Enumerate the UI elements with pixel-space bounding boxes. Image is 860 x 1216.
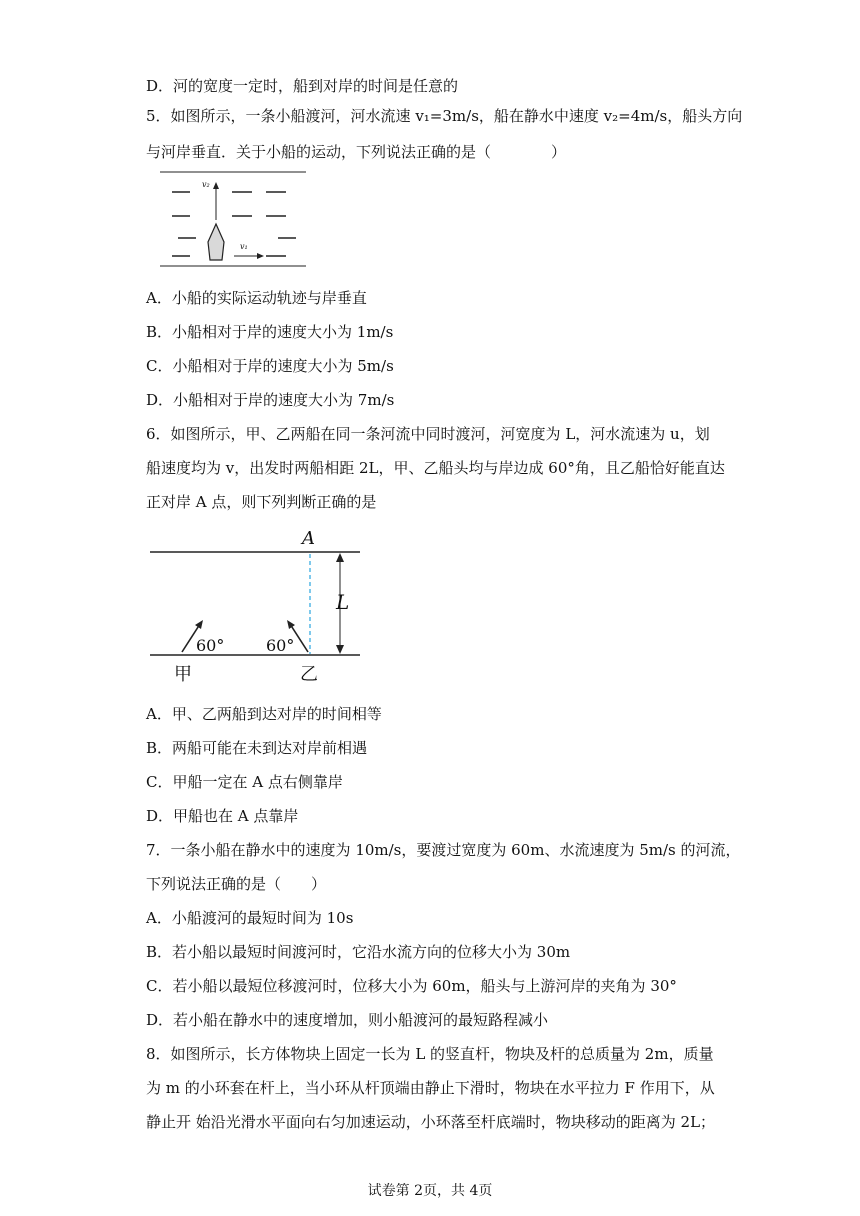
q6-option-b: B．两船可能在未到达对岸前相遇 — [146, 739, 368, 757]
q7-option-a: A．小船渡河的最短时间为 10s — [146, 909, 354, 927]
fig5-v1-label: v₁ — [240, 242, 248, 251]
q5-option-a: A．小船的实际运动轨迹与岸垂直 — [146, 289, 367, 307]
q6-option-a: A．甲、乙两船到达对岸的时间相等 — [146, 705, 382, 723]
q6-stem-line2: 船速度均为 v，出发时两船相距 2L，甲、乙船头均与岸边成 60°角，且乙船恰好能直达 — [146, 459, 725, 477]
q5-stem-line1: 5．如图所示，一条小船渡河，河水流速 v₁=3m/s，船在静水中速度 v₂=4m/s，船头方向 — [146, 107, 743, 125]
q8-stem-line1: 8．如图所示，长方体物块上固定一长为 L 的竖直杆，物块及杆的总质量为 2m，质量 — [146, 1045, 714, 1063]
q5-option-c: C．小船相对于岸的速度大小为 5m/s — [146, 357, 394, 375]
q6-option-c: C．甲船一定在 A 点右侧靠岸 — [146, 773, 343, 791]
q7-stem-line2: 下列说法正确的是（ ） — [146, 875, 327, 893]
q5-option-d: D．小船相对于岸的速度大小为 7m/s — [146, 391, 395, 409]
figure-5-boat-diagram — [160, 170, 308, 270]
text-line-d-option: D．河的宽度一定时，船到对岸的时间是任意的 — [146, 77, 459, 95]
fig6-angle-right: 60° — [266, 636, 295, 655]
q6-option-d: D．甲船也在 A 点靠岸 — [146, 807, 299, 825]
q8-stem-line3: 静止开 始沿光滑水平面向右匀加速运动，小环落至杆底端时，物块移动的距离为 2L； — [146, 1113, 716, 1131]
q7-option-b: B．若小船以最短时间渡河时，它沿水流方向的位移大小为 30m — [146, 943, 571, 961]
q8-stem-line2: 为 m 的小环套在杆上，当小环从杆顶端由静止下滑时，物块在水平拉力 F 作用下，从 — [146, 1079, 715, 1097]
fig6-angle-left: 60° — [196, 636, 225, 655]
fig6-label-yi: 乙 — [300, 664, 318, 685]
fig6-label-l: L — [336, 590, 350, 614]
fig6-label-a: A — [302, 528, 315, 549]
q7-option-c: C．若小船以最短位移渡河时，位移大小为 60m，船头与上游河岸的夹角为 30° — [146, 977, 677, 995]
q5-option-b: B．小船相对于岸的速度大小为 1m/s — [146, 323, 394, 341]
q6-stem-line3: 正对岸 A 点，则下列判断正确的是 — [146, 493, 377, 511]
fig5-v2-label: v₂ — [202, 180, 210, 189]
page-footer: 试卷第 2页，共 4页 — [367, 1183, 493, 1199]
fig6-label-jia: 甲 — [174, 664, 192, 685]
q7-stem-line1: 7．一条小船在静水中的速度为 10m/s，要渡过宽度为 60m、水流速度为 5m/s 的河流， — [146, 841, 741, 859]
q7-option-d: D．若小船在静水中的速度增加，则小船渡河的最短路程减小 — [146, 1011, 549, 1029]
q6-stem-line1: 6．如图所示，甲、乙两船在同一条河流中同时渡河，河宽度为 L，河水流速为 u，划 — [146, 425, 710, 443]
q5-stem-line2: 与河岸垂直．关于小船的运动，下列说法正确的是（ ） — [146, 143, 567, 161]
